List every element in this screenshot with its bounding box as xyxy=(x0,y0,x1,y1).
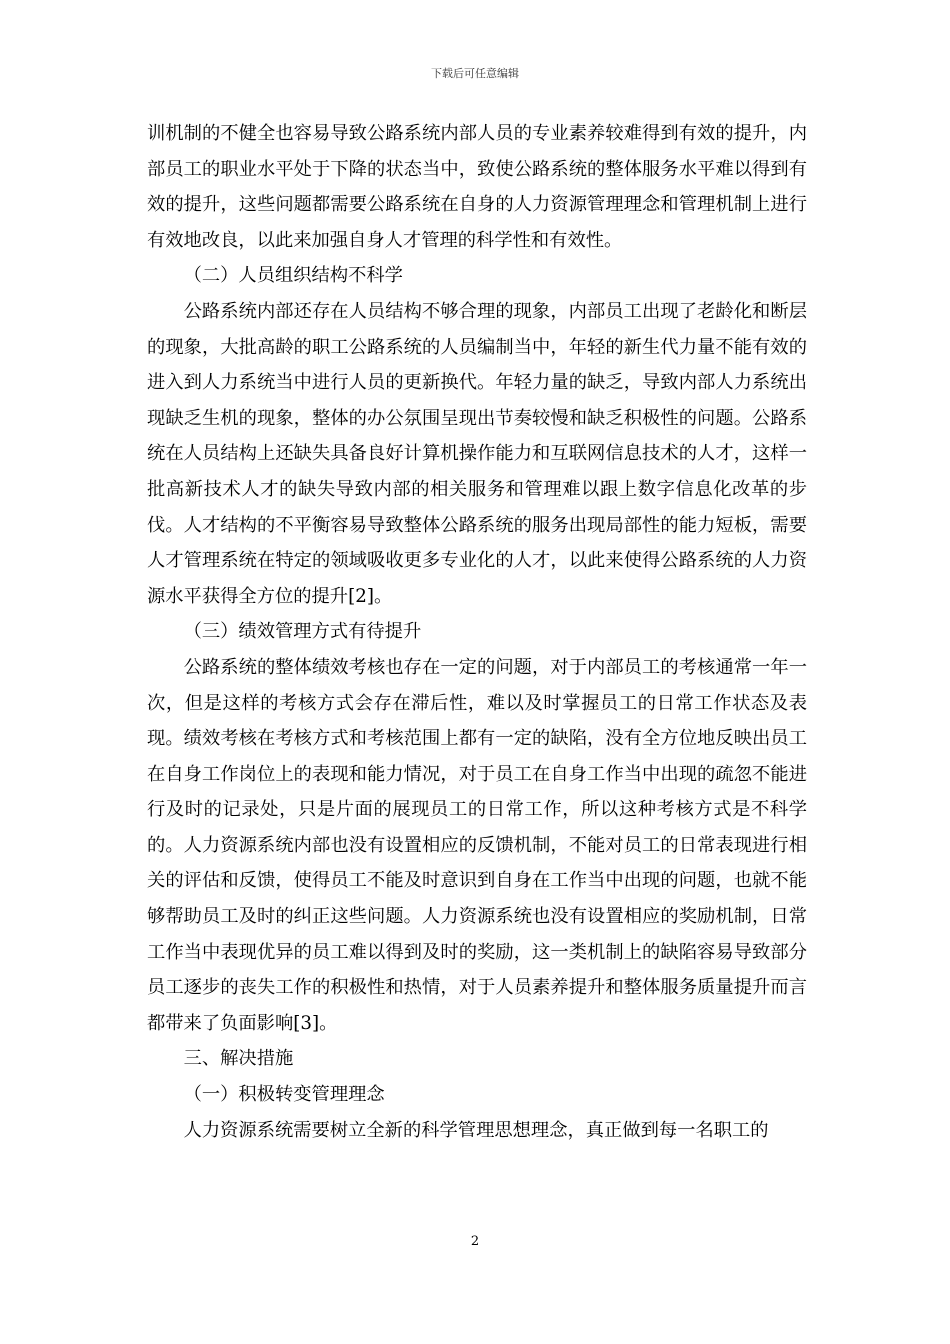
chapter-heading-solutions: 三、解决措施 xyxy=(183,1048,294,1070)
paragraph-structure: 公路系统内部还存在人员结构不够合理的现象，内部员工出现了老龄化和断层的现象，大批高龄的职工公路系统的人员编制当中，年轻的新生代力量不能有效的进入到人力系统当中进行人员的更新换代。年轻力量的缺乏，导致内部人力系统出现缺乏生机的现象，整体的办公氛围呈现出节奏较慢和缺乏积极性的问题。公路系统在人员结构上还缺失具备良好计算机操作能力和互联网信息技术的人才，这样一批高新技术人才的缺失导致内部的相关服务和管理难以跟上数字信息化改革的步伐。人才结构的不平衡容易导致整体公路系统的服务出现局部性的能力短板，需要人才管理系统在特定的领域吸收更多专业化的人才，以此来使得公路系统的人力资源水平获得全方位的提升[2]。 xyxy=(147,300,807,607)
section-heading-1: （一）积极转变管理理念 xyxy=(183,1084,385,1106)
section-heading-2: （二）人员组织结构不科学 xyxy=(183,265,403,287)
document-body xyxy=(147,116,807,1148)
section-heading-3: （三）绩效管理方式有待提升 xyxy=(183,621,422,643)
page-number: 2 xyxy=(470,1234,480,1249)
paragraph-management-concept: 人力资源系统需要树立全新的科学管理思想理念，真正做到每一名职工的 xyxy=(183,1119,769,1141)
page-header: 下载后可任意编辑 xyxy=(431,67,519,80)
paragraph-continuation: 训机制的不健全也容易导致公路系统内部人员的专业素养较难得到有效的提升，内部员工的职业水平处于下降的状态当中，致使公路系统的整体服务水平难以得到有效的提升，这些问题都需要公路系统在自身的人力资源管理理念和管理机制上进行有效地改良，以此来加强自身人才管理的科学性和有效性。 xyxy=(147,123,807,251)
paragraph-performance: 公路系统的整体绩效考核也存在一定的问题，对于内部员工的考核通常一年一次，但是这样的考核方式会存在滞后性，难以及时掌握员工的日常工作状态及表现。绩效考核在考核方式和考核范围上都有一定的缺陷，没有全方位地反映出员工在自身工作岗位上的表现和能力情况，对于员工在自身工作当中出现的疏忽不能进行及时的记录处，只是片面的展现员工的日常工作，所以这种考核方式是不科学的。人力资源系统内部也没有设置相应的反馈机制，不能对员工的日常表现进行相关的评估和反馈，使得员工不能及时意识到自身在工作当中出现的问题，也就不能够帮助员工及时的纠正这些问题。人力资源系统也没有设置相应的奖励机制，日常工作当中表现优异的员工难以得到及时的奖励，这一类机制上的缺陷容易导致部分员工逐步的丧失工作的积极性和热情，对于人员素养提升和整体服务质量提升而言都带来了负面影响[3]。 xyxy=(147,656,807,1034)
